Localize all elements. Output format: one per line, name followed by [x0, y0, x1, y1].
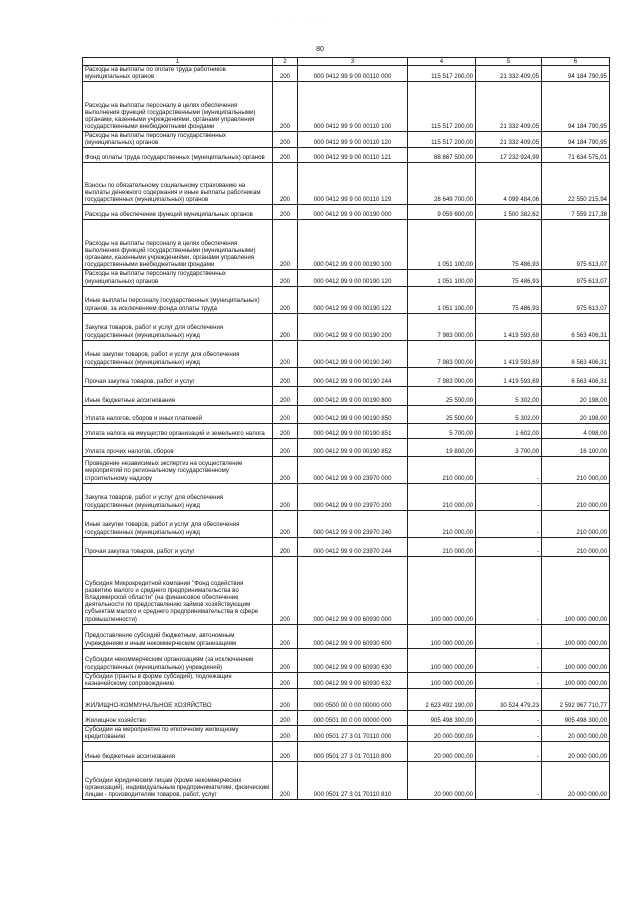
row-group-code: 200	[273, 624, 298, 648]
row-group-code: 200	[273, 725, 298, 741]
row-name: Расходы на выплаты персоналу государственных (муниципальных) органов	[83, 270, 273, 286]
row-approved-amount: 100 000 000,00	[408, 556, 476, 624]
row-remaining-amount: 7 559 217,38	[542, 205, 610, 220]
row-executed-amount: -	[476, 672, 542, 688]
row-executed-amount: 1 419 593,69	[476, 367, 542, 386]
table-row	[83, 405, 610, 423]
row-remaining-amount: 210 000,00	[542, 537, 610, 556]
row-executed-amount: -	[476, 624, 542, 648]
column-header: 1	[83, 58, 273, 66]
row-executed-amount: 30 524 479,23	[476, 688, 542, 710]
row-group-code: 200	[273, 742, 298, 762]
row-remaining-amount: 16 100,00	[542, 438, 610, 456]
row-remaining-amount: 2 592 967 710,77	[542, 688, 610, 710]
table-row	[83, 340, 610, 367]
row-approved-amount: 7 983 000,00	[408, 313, 476, 340]
row-remaining-amount: 100 000 000,00	[542, 648, 610, 672]
row-classification-code: 000 0412 99 9 00 60930 630	[298, 648, 408, 672]
row-classification-code: 000 0501 00 0 00 00000 000	[298, 710, 408, 725]
row-remaining-amount: 6 563 406,31	[542, 340, 610, 367]
row-group-code: 200	[273, 438, 298, 456]
row-approved-amount: 88 867 500,00	[408, 148, 476, 163]
row-group-code: 200	[273, 672, 298, 688]
row-classification-code: 000 0412 99 9 00 60930 632	[298, 672, 408, 688]
table-row	[83, 672, 610, 688]
row-executed-amount: -	[476, 762, 542, 800]
row-name: Субсидия Микрокредитной компании "Фонд содействия развитию малого и среднего предпринимательства во Владимирской области" (на финансовое обеспечение деятельности по предоставлению займов хозяйствующим субъектам малого и среднего предпринимательства в сфере промышленности)	[83, 556, 273, 624]
row-remaining-amount: 20 000 000,00	[542, 762, 610, 800]
row-remaining-amount: 100 000 000,00	[542, 672, 610, 688]
table-row	[83, 710, 610, 725]
row-name: ЖИЛИЩНО-КОММУНАЛЬНОЕ ХОЗЯЙСТВО	[83, 688, 273, 710]
row-executed-amount: -	[476, 510, 542, 537]
table-row	[83, 148, 610, 163]
row-approved-amount: 905 498 300,00	[408, 710, 476, 725]
column-header: 2	[273, 58, 298, 66]
row-group-code: 200	[273, 82, 298, 132]
row-classification-code: 000 0412 99 9 00 60930 600	[298, 624, 408, 648]
row-approved-amount: 5 700,00	[408, 423, 476, 438]
row-name: Закупка товаров, работ и услуг для обеспечения государственных (муниципальных) нужд	[83, 483, 273, 510]
budget-table	[82, 57, 610, 800]
row-name: Фонд оплаты труда государственных (муниципальных) органов	[83, 148, 273, 163]
table-row	[83, 456, 610, 483]
row-approved-amount: 115 517 200,00	[408, 82, 476, 132]
row-name: Уплата налога на имущество организаций и земельного налога	[83, 423, 273, 438]
row-approved-amount: 1 051 100,00	[408, 286, 476, 313]
table-row	[83, 367, 610, 386]
row-group-code: 200	[273, 688, 298, 710]
row-classification-code: 000 0412 99 9 00 60930 000	[298, 556, 408, 624]
row-classification-code: 000 0412 99 9 00 00190 800	[298, 386, 408, 405]
row-executed-amount: 1 500 382,62	[476, 205, 542, 220]
row-executed-amount: 3 700,00	[476, 438, 542, 456]
row-approved-amount: 25 500,00	[408, 386, 476, 405]
row-approved-amount: 210 000,00	[408, 510, 476, 537]
table-row	[83, 270, 610, 286]
row-group-code: 200	[273, 340, 298, 367]
row-classification-code: 000 0412 99 9 00 00190 244	[298, 367, 408, 386]
row-approved-amount: 1 051 100,00	[408, 220, 476, 270]
row-group-code: 200	[273, 205, 298, 220]
row-approved-amount: 100 000 000,00	[408, 648, 476, 672]
row-remaining-amount: 100 000 000,00	[542, 556, 610, 624]
table-row	[83, 556, 610, 624]
row-approved-amount: 210 000,00	[408, 456, 476, 483]
row-executed-amount: 1 419 593,69	[476, 313, 542, 340]
row-name: Жилищное хозяйство	[83, 710, 273, 725]
row-group-code: 200	[273, 423, 298, 438]
scan-specks: · · · ·	[272, 18, 327, 24]
table-row	[83, 423, 610, 438]
row-executed-amount: 21 332 409,05	[476, 132, 542, 148]
table-row	[83, 624, 610, 648]
row-name: Иные бюджетные ассигнования	[83, 742, 273, 762]
table-row	[83, 220, 610, 270]
row-approved-amount: 20 000 000,00	[408, 762, 476, 800]
row-approved-amount: 115 517 200,00	[408, 66, 476, 82]
row-name: Расходы на выплаты персоналу в целях обеспечения выполнения функций государственными (муниципальными) органами, казенными учреждениями, органами управления государственными внебюджетными фондами	[83, 82, 273, 132]
row-classification-code: 000 0412 99 9 00 00190 200	[298, 313, 408, 340]
table-row	[83, 163, 610, 205]
row-name: Иные закупки товаров, работ и услуг для обеспечения государственных (муниципальных) нужд	[83, 340, 273, 367]
row-executed-amount: 75 486,93	[476, 270, 542, 286]
column-header: 3	[298, 58, 408, 66]
row-remaining-amount: 4 098,00	[542, 423, 610, 438]
row-group-code: 200	[273, 537, 298, 556]
row-executed-amount: 1 602,00	[476, 423, 542, 438]
row-approved-amount: 9 059 600,00	[408, 205, 476, 220]
row-classification-code: 000 0412 99 9 00 23970 240	[298, 510, 408, 537]
row-remaining-amount: 94 184 790,95	[542, 66, 610, 82]
row-remaining-amount: 975 613,07	[542, 286, 610, 313]
row-name: Проведение независимых экспертиз на осуществление мероприятий по региональному государственному строительному надзору	[83, 456, 273, 483]
row-name: Расходы на выплаты персоналу государственных (муниципальных) органов	[83, 132, 273, 148]
row-executed-amount: 21 332 409,05	[476, 82, 542, 132]
table-row	[83, 386, 610, 405]
row-group-code: 200	[273, 367, 298, 386]
row-name: Уплата прочих налогов, сборов	[83, 438, 273, 456]
table-row	[83, 313, 610, 340]
row-approved-amount: 25 500,00	[408, 405, 476, 423]
row-name: Предоставление субсидий бюджетным, автономным учреждениям и иным некоммерческим организациям	[83, 624, 273, 648]
row-executed-amount: 21 332 409,05	[476, 66, 542, 82]
row-group-code: 200	[273, 762, 298, 800]
row-group-code: 200	[273, 313, 298, 340]
row-remaining-amount: 20 198,00	[542, 405, 610, 423]
row-name: Взносы по обязательному социальному страхованию на выплаты денежного содержания и иные выплаты работникам государственных (муниципальных) органов	[83, 163, 273, 205]
row-name: Расходы на обеспечение функций муниципальных органов	[83, 205, 273, 220]
row-classification-code: 000 0412 99 9 00 00110 000	[298, 66, 408, 82]
row-approved-amount: 100 000 000,00	[408, 672, 476, 688]
row-name: Иные бюджетные ассигнования	[83, 386, 273, 405]
row-name: Субсидии на мероприятия по ипотечному жилищному кредитованию	[83, 725, 273, 741]
column-header: 4	[408, 58, 476, 66]
table-header-row	[83, 58, 610, 66]
table-row	[83, 688, 610, 710]
row-approved-amount: 26 649 700,00	[408, 163, 476, 205]
row-classification-code: 000 0412 99 9 00 00190 850	[298, 405, 408, 423]
row-executed-amount: -	[476, 648, 542, 672]
row-executed-amount: 5 302,00	[476, 386, 542, 405]
row-executed-amount: -	[476, 742, 542, 762]
row-executed-amount: -	[476, 556, 542, 624]
row-remaining-amount: 22 550 215,94	[542, 163, 610, 205]
row-name: Прочая закупка товаров, работ и услуг	[83, 537, 273, 556]
row-remaining-amount: 71 634 575,01	[542, 148, 610, 163]
row-approved-amount: 7 983 000,00	[408, 367, 476, 386]
row-approved-amount: 1 051 100,00	[408, 270, 476, 286]
row-remaining-amount: 20 000 000,00	[542, 725, 610, 741]
row-group-code: 200	[273, 456, 298, 483]
table-row	[83, 438, 610, 456]
row-group-code: 200	[273, 66, 298, 82]
table-row	[83, 762, 610, 800]
row-classification-code: 000 0501 27 3 01 70110 800	[298, 742, 408, 762]
row-group-code: 200	[273, 163, 298, 205]
table-row	[83, 66, 610, 82]
row-name: Субсидии (гранты в форме субсидий), подлежащие казначейскому сопровождению	[83, 672, 273, 688]
row-executed-amount: 1 419 593,69	[476, 340, 542, 367]
row-classification-code: 000 0412 99 9 00 00110 100	[298, 82, 408, 132]
row-remaining-amount: 6 563 406,31	[542, 313, 610, 340]
row-name: Расходы на выплаты персоналу в целях обеспечения выполнения функций государственными (муниципальными) органами, казенными учреждениями, органами управления государственными внебюджетными фондами	[83, 220, 273, 270]
row-name: Субсидии юридическим лицам (кроме некоммерческих организаций), индивидуальным предпринимателям, физическим лицам - производителям товаров, работ, услуг	[83, 762, 273, 800]
row-classification-code: 000 0412 99 9 00 00110 120	[298, 132, 408, 148]
row-classification-code: 000 0412 99 9 00 00190 240	[298, 340, 408, 367]
row-classification-code: 000 0500 00 0 00 00000 000	[298, 688, 408, 710]
row-classification-code: 000 0412 99 9 00 23970 000	[298, 456, 408, 483]
row-approved-amount: 2 623 492 190,00	[408, 688, 476, 710]
row-approved-amount: 100 000 000,00	[408, 624, 476, 648]
row-remaining-amount: 905 498 300,00	[542, 710, 610, 725]
row-classification-code: 000 0412 99 9 00 00190 100	[298, 220, 408, 270]
row-remaining-amount: 210 000,00	[542, 483, 610, 510]
row-remaining-amount: 975 613,07	[542, 270, 610, 286]
row-remaining-amount: 20 198,00	[542, 386, 610, 405]
row-group-code: 200	[273, 710, 298, 725]
row-executed-amount: -	[476, 456, 542, 483]
row-name: Иные выплаты персоналу государственных (муниципальных) органов, за исключением фонда оплаты труда	[83, 286, 273, 313]
table-row	[83, 648, 610, 672]
row-classification-code: 000 0412 99 9 00 00190 851	[298, 423, 408, 438]
row-group-code: 200	[273, 648, 298, 672]
row-approved-amount: 20 000 000,00	[408, 742, 476, 762]
row-group-code: 200	[273, 148, 298, 163]
row-group-code: 200	[273, 220, 298, 270]
table-row	[83, 82, 610, 132]
table-row	[83, 742, 610, 762]
table-row	[83, 205, 610, 220]
row-executed-amount: -	[476, 725, 542, 741]
row-group-code: 200	[273, 556, 298, 624]
table-row	[83, 725, 610, 741]
row-executed-amount: 4 099 484,06	[476, 163, 542, 205]
table-row	[83, 132, 610, 148]
row-remaining-amount: 100 000 000,00	[542, 624, 610, 648]
row-remaining-amount: 975 613,07	[542, 220, 610, 270]
row-approved-amount: 210 000,00	[408, 537, 476, 556]
row-executed-amount: 75 486,93	[476, 220, 542, 270]
row-classification-code: 000 0501 27 3 01 70110 000	[298, 725, 408, 741]
row-approved-amount: 115 517 200,00	[408, 132, 476, 148]
row-executed-amount: 75 486,93	[476, 286, 542, 313]
row-classification-code: 000 0412 99 9 00 00190 122	[298, 286, 408, 313]
row-name: Уплата налогов, сборов и иных платежей	[83, 405, 273, 423]
row-executed-amount: 17 232 924,99	[476, 148, 542, 163]
column-header: 6	[542, 58, 610, 66]
row-remaining-amount: 210 000,00	[542, 456, 610, 483]
row-approved-amount: 20 000 000,00	[408, 725, 476, 741]
row-executed-amount: 5 302,00	[476, 405, 542, 423]
row-remaining-amount: 20 000 000,00	[542, 742, 610, 762]
row-remaining-amount: 210 000,00	[542, 510, 610, 537]
table-row	[83, 286, 610, 313]
row-classification-code: 000 0412 99 9 00 23970 200	[298, 483, 408, 510]
row-name: Закупка товаров, работ и услуг для обеспечения государственных (муниципальных) нужд	[83, 313, 273, 340]
row-approved-amount: 7 983 000,00	[408, 340, 476, 367]
table-row	[83, 537, 610, 556]
page-number: 80	[316, 46, 324, 53]
row-remaining-amount: 6 563 406,31	[542, 367, 610, 386]
row-name: Прочая закупка товаров, работ и услуг	[83, 367, 273, 386]
row-name: Иные закупки товаров, работ и услуг для обеспечения государственных (муниципальных) нужд	[83, 510, 273, 537]
row-classification-code: 000 0501 27 3 01 70110 810	[298, 762, 408, 800]
table-row	[83, 483, 610, 510]
row-group-code: 200	[273, 405, 298, 423]
row-group-code: 200	[273, 386, 298, 405]
row-name: Расходы на выплаты по оплате труда работников муниципальных органов	[83, 66, 273, 82]
row-group-code: 200	[273, 510, 298, 537]
table-row	[83, 510, 610, 537]
row-classification-code: 000 0412 99 9 00 23970 244	[298, 537, 408, 556]
row-classification-code: 000 0412 99 9 00 00110 121	[298, 148, 408, 163]
row-classification-code: 000 0412 99 9 00 00190 000	[298, 205, 408, 220]
column-header: 5	[476, 58, 542, 66]
row-approved-amount: 210 000,00	[408, 483, 476, 510]
row-remaining-amount: 94 184 790,95	[542, 132, 610, 148]
row-group-code: 200	[273, 483, 298, 510]
row-executed-amount: -	[476, 537, 542, 556]
row-classification-code: 000 0412 99 9 00 00190 120	[298, 270, 408, 286]
row-group-code: 200	[273, 132, 298, 148]
row-group-code: 200	[273, 270, 298, 286]
row-remaining-amount: 94 184 790,95	[542, 82, 610, 132]
row-classification-code: 000 0412 99 9 00 00190 852	[298, 438, 408, 456]
row-classification-code: 000 0412 99 9 00 00110 129	[298, 163, 408, 205]
row-name: Субсидии некоммерческим организациям (за исключением государственных (муниципальных) учреждений)	[83, 648, 273, 672]
row-group-code: 200	[273, 286, 298, 313]
row-executed-amount: -	[476, 710, 542, 725]
row-approved-amount: 19 800,00	[408, 438, 476, 456]
row-executed-amount: -	[476, 483, 542, 510]
